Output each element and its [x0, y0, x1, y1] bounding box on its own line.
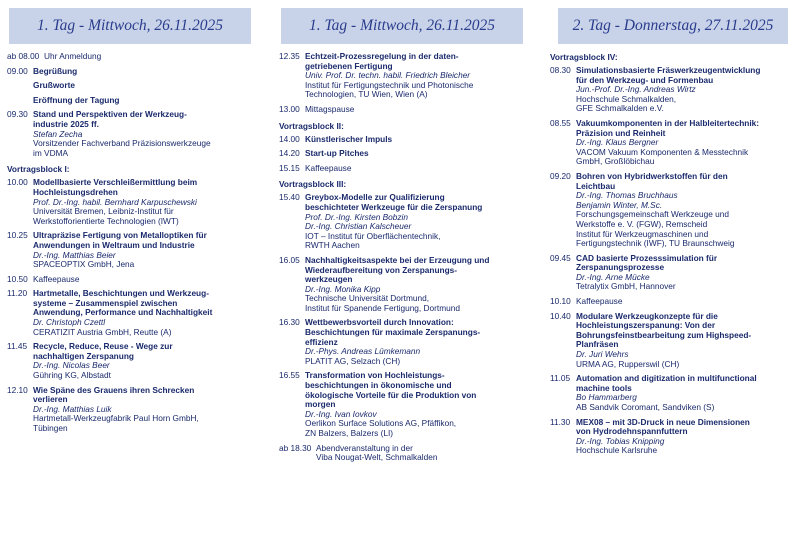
entry-text: GFE Schmalkalden e.V. — [576, 103, 664, 114]
entry-title: verlieren — [33, 394, 68, 405]
entry-time — [279, 275, 305, 285]
entry-time — [279, 338, 305, 348]
entry-title: Bohrungsfeinstbearbeitung zum Highspeed- — [576, 329, 752, 340]
entry-title: für den Werkzeug- und Formenbau — [576, 74, 714, 85]
entry-time — [550, 360, 576, 370]
program-entry — [7, 96, 253, 106]
entry-text: Kaffeepause — [305, 162, 352, 173]
entry-title: morgen — [305, 399, 336, 410]
entry-title: Wie Späne des Grauens ihren Schrecken — [33, 384, 195, 395]
entry-text: SPACEOPTIX GmbH, Jena — [33, 259, 135, 270]
entry-time: 10.00 — [7, 177, 28, 188]
entry-time — [279, 71, 305, 81]
entry-time — [279, 90, 305, 100]
program-entry — [279, 149, 525, 159]
entry-title: ökologische Vorteile für die Produktion von — [305, 389, 477, 400]
entry-speaker: Bo Hammarberg — [576, 392, 637, 403]
entry-speaker: Dr.-Ing. Christian Kalscheuer — [305, 221, 412, 232]
entry-time: 09.45 — [550, 252, 571, 263]
entry-time — [279, 391, 305, 401]
program-entry — [550, 172, 796, 249]
program-entry — [279, 318, 525, 366]
entry-text: Oerlikon Surface Solutions AG, Pfäffikon, — [305, 418, 457, 429]
entry-time: 10.10 — [550, 296, 571, 307]
entry-time — [279, 453, 316, 463]
entry-time — [7, 299, 33, 309]
entry-text: Hochschule Schmalkalden, — [576, 93, 677, 104]
program-entry — [279, 164, 525, 174]
entry-title: Nachhaltigkeitsaspekte bei der Erzeugung und — [305, 254, 490, 265]
day-header: 1. Tag - Mittwoch, 26.11.2025 — [281, 8, 523, 44]
entry-text: Technologien, TU Wien, Wien (A) — [305, 89, 428, 100]
program-entry — [7, 342, 253, 380]
entry-time: 09.00 — [7, 65, 28, 76]
entry-time: 11.20 — [7, 288, 28, 299]
entry-title: Modellbasierte Verschleißermittlung beim — [33, 177, 198, 188]
entry-time: 12.10 — [7, 384, 28, 395]
program-column-3 — [550, 8, 796, 532]
entry-time — [279, 410, 305, 420]
entry-time — [7, 241, 33, 251]
entry-time — [7, 395, 33, 405]
program-entry — [279, 52, 525, 100]
entry-time — [550, 138, 576, 148]
entry-title: von Hydrodehnspannfuttern — [576, 426, 688, 437]
entry-time — [550, 273, 576, 283]
entry-speaker: Prof. Dr.-Ing. habil. Bernhard Karpuschewski — [33, 196, 197, 207]
entry-title: Begrüßung — [33, 65, 78, 76]
entry-time: 14.00 — [279, 133, 300, 144]
entry-time: 11.30 — [550, 416, 571, 427]
entry-time: 16.05 — [279, 254, 300, 265]
entry-text: Vorsitzender Fachverband Präzisionswerkzeuge — [33, 138, 211, 149]
day-header: 2. Tag - Donnerstag, 27.11.2025 — [558, 8, 788, 44]
entry-time — [279, 400, 305, 410]
entry-time — [550, 220, 576, 230]
entry-time — [550, 157, 576, 167]
entry-time — [279, 294, 305, 304]
entry-title: Automation and digitization in multifunctional — [576, 373, 757, 384]
program-entry — [7, 275, 253, 285]
program-entry — [550, 119, 796, 167]
entry-speaker: Dr. Christoph Czettl — [33, 317, 106, 328]
entry-title: Eröffnung der Tagung — [33, 94, 120, 105]
entry-title: Greybox-Modelle zur Qualifizierung — [305, 192, 445, 203]
entry-speaker: Prof. Dr.-Ing. Kirsten Bobzin — [305, 211, 408, 222]
entry-title: Künstlerischer Impuls — [305, 133, 393, 144]
entry-time: 15.40 — [279, 192, 300, 203]
entry-time — [550, 104, 576, 114]
entry-title: MEX08 – mit 3D-Druck in neue Dimensionen — [576, 416, 750, 427]
program-entry — [7, 231, 253, 269]
section-heading: Vortragsblock II: — [279, 120, 344, 131]
entry-title: Anwendungen in Weltraum und Industrie — [33, 239, 195, 250]
program-entry — [550, 374, 796, 412]
entry-title: Start-up Pitches — [305, 148, 369, 159]
entry-title: effizienz — [305, 336, 338, 347]
entry-text: Hartmetall-Werkzeugfabrik Paul Horn GmbH, — [33, 413, 199, 424]
entry-time: 09.20 — [550, 170, 571, 181]
entry-time — [279, 62, 305, 72]
program-entry — [7, 110, 253, 158]
entry-time — [7, 352, 33, 362]
entry-title: Recycle, Reduce, Reuse - Wege zur — [33, 341, 173, 352]
entry-time — [550, 182, 576, 192]
entry-speaker: Jun.-Prof. Dr.-Ing. Andreas Wirtz — [576, 84, 696, 95]
program-entry — [7, 81, 253, 91]
entry-speaker: Dr. Juri Wehrs — [576, 349, 629, 360]
entry-time — [550, 148, 576, 158]
entry-title: Wiederaufbereitung von Zerspanungs- — [305, 264, 458, 275]
entry-text: Gühring KG, Albstadt — [33, 370, 111, 381]
entry-time: 09.30 — [7, 109, 28, 120]
entry-time: ab 18.30 — [279, 442, 312, 453]
entry-title: systeme – Zusammenspiel zwischen — [33, 297, 178, 308]
entry-title: Modulare Werkzeugkonzepte für die — [576, 310, 718, 321]
entry-title: werkzeugen — [305, 274, 353, 285]
entry-time: 08.30 — [550, 65, 571, 75]
entry-title: industrie 2025 ff. — [33, 118, 99, 129]
program-column-2 — [279, 8, 525, 532]
entry-time — [7, 149, 33, 159]
entry-text: im VDMA — [33, 147, 69, 158]
entry-time — [550, 263, 576, 273]
entry-time — [7, 260, 33, 270]
entry-time: 12.35 — [279, 51, 300, 61]
entry-text: Viba Nougat-Welt, Schmalkalden — [316, 452, 438, 463]
entry-time — [7, 318, 33, 328]
entry-time: 10.25 — [7, 230, 28, 241]
entry-time — [550, 437, 576, 447]
entry-time — [550, 230, 576, 240]
section-heading: Vortragsblock III: — [279, 179, 347, 190]
entry-time — [7, 188, 33, 198]
entry-time — [279, 213, 305, 223]
entry-title: Beschichtungen für maximale Zerspanungs- — [305, 327, 481, 338]
entry-text: Technische Universität Dortmund, — [305, 293, 430, 304]
entry-text: Tetralytix GmbH, Hannover — [576, 281, 676, 292]
entry-time: 08.55 — [550, 117, 571, 128]
entry-text: URMA AG, Rupperswil (CH) — [576, 358, 680, 369]
entry-time — [550, 95, 576, 105]
entry-title: getriebenen Fertigung — [305, 60, 393, 71]
entry-time — [7, 139, 33, 149]
entry-time — [7, 96, 33, 106]
program-entry — [7, 67, 253, 77]
entry-text: RWTH Aachen — [305, 240, 360, 251]
day-header: 1. Tag - Mittwoch, 26.11.2025 — [9, 8, 251, 44]
entry-time — [7, 308, 33, 318]
entry-speaker: Dr.-Ing. Matthias Beier — [33, 249, 116, 260]
entry-title: Anwendung, Performance und Nachhaltigkeit — [33, 307, 213, 318]
entry-time: 15.15 — [279, 162, 300, 173]
entry-speaker: Dr.-Ing. Klaus Bergner — [576, 137, 659, 148]
entry-time — [550, 282, 576, 292]
entry-text: Kaffeepause — [576, 296, 623, 307]
entry-title: Präzision und Reinheit — [576, 127, 666, 138]
entry-time: 11.05 — [550, 373, 571, 384]
entry-time — [279, 304, 305, 314]
entry-text: Uhr Anmeldung — [44, 51, 102, 61]
entry-time — [550, 446, 576, 456]
entry-title: Hartmetalle, Beschichtungen und Werkzeug- — [33, 288, 209, 299]
entry-title: Hochleistungszerspanung: Von der — [576, 320, 716, 331]
entry-text: Institut für Fertigungstechnik und Photonische — [305, 79, 474, 90]
entry-text: Werkstofforientierte Technologien (IWT) — [33, 215, 179, 226]
entry-time — [550, 191, 576, 201]
entry-text: Tübingen — [33, 423, 68, 433]
entry-speaker: Benjamin Winter, M.Sc. — [576, 199, 663, 210]
entry-time — [279, 241, 305, 251]
entry-speaker: Univ. Prof. Dr. techn. habil. Friedrich Bleicher — [305, 70, 471, 81]
entry-time — [7, 207, 33, 217]
entry-time — [279, 328, 305, 338]
section-heading: Vortragsblock I: — [7, 164, 70, 175]
entry-title: beschichteter Werkzeuge für die Zerspanung — [305, 201, 483, 212]
entry-time — [550, 129, 576, 139]
entry-title: machine tools — [576, 382, 632, 393]
entry-text: AB Sandvik Coromant, Sandviken (S) — [576, 402, 715, 412]
entry-text: GmbH, Großlöbichau — [576, 156, 655, 167]
entry-text: Kaffeepause — [33, 273, 80, 284]
entry-time — [279, 357, 305, 367]
entry-title: Leichtbau — [576, 180, 616, 191]
entry-title: Wettbewerbsvorteil durch Innovation: — [305, 317, 454, 328]
entry-time — [550, 321, 576, 331]
entry-title: Planfräsen — [576, 339, 619, 350]
entry-text: Institut für Spanende Fertigung, Dortmund — [305, 302, 460, 313]
entry-text: Hochschule Karlsruhe — [576, 445, 658, 456]
program-entry — [550, 66, 796, 114]
entry-time — [550, 340, 576, 350]
program-entry — [279, 371, 525, 438]
entry-text: Mittagspause — [305, 103, 355, 114]
entry-title: Bohren von Hybridwerkstoffen für den — [576, 170, 728, 181]
entry-time — [279, 347, 305, 357]
entry-time — [279, 429, 305, 439]
entry-speaker: Stefan Zecha — [33, 128, 83, 139]
entry-speaker: Dr.-Ing. Arne Mücke — [576, 271, 650, 282]
entry-title: beschichtungen in ökonomische und — [305, 380, 452, 391]
entry-time — [7, 328, 33, 338]
entry-speaker: Dr.-Ing. Nicolas Beer — [33, 360, 110, 371]
entry-title: CAD basierte Prozesssimulation für — [576, 252, 718, 263]
entry-text: Fertigungstechnik (IWF), TU Braunschweig — [576, 238, 735, 249]
entry-title: Stand und Perspektiven der Werkzeug- — [33, 109, 187, 120]
program-entry — [279, 444, 525, 463]
entry-title: Transformation von Hochleistungs- — [305, 370, 445, 381]
entry-speaker: Dr.-Ing. Matthias Luik — [33, 403, 112, 414]
entry-time — [279, 203, 305, 213]
entry-time — [279, 419, 305, 429]
section-heading: Vortragsblock IV: — [550, 52, 618, 62]
entry-time: 14.20 — [279, 148, 300, 159]
entry-title: nachhaltigen Zerspanung — [33, 350, 134, 361]
entry-time — [550, 76, 576, 86]
program-entry — [279, 256, 525, 314]
entry-title: Simulationsbasierte Fräswerkzeugentwicklung — [576, 65, 761, 75]
entry-list — [7, 52, 253, 434]
entry-time: ab 08.00 — [7, 51, 40, 61]
entry-time — [550, 201, 576, 211]
entry-text: PLATIT AG, Selzach (CH) — [305, 355, 401, 366]
entry-time: 16.30 — [279, 317, 300, 328]
entry-time: 11.45 — [7, 341, 28, 352]
entry-time — [7, 424, 33, 434]
entry-time — [279, 285, 305, 295]
entry-time — [279, 266, 305, 276]
entry-speaker: Dr.-Ing. Thomas Bruchhaus — [576, 190, 678, 201]
entry-text: Werkstoffe e. V. (FGW), Remscheid — [576, 218, 708, 229]
entry-title: Vakuumkomponenten in der Halbleitertechnik: — [576, 117, 760, 128]
entry-time — [7, 371, 33, 381]
program-entry — [7, 386, 253, 434]
entry-text: VACOM Vakuum Komponenten & Messtechnik — [576, 146, 749, 157]
entry-text: ZN Balzers, Balzers (LI) — [305, 428, 394, 438]
entry-text: Abendveranstaltung in der — [316, 442, 413, 453]
entry-time — [550, 85, 576, 95]
entry-time — [550, 210, 576, 220]
entry-time — [279, 81, 305, 91]
entry-time: 16.55 — [279, 370, 300, 381]
entry-time — [279, 381, 305, 391]
program-entry — [7, 178, 253, 226]
entry-time — [550, 427, 576, 437]
entry-title: Ultrapräzise Fertigung von Metalloptiken für — [33, 230, 207, 241]
entry-time — [7, 120, 33, 130]
entry-time — [550, 393, 576, 403]
entry-speaker: Dr.-Ing. Ivan Iovkov — [305, 408, 377, 419]
entry-text: CERATIZIT Austria GmbH, Reutte (A) — [33, 326, 172, 337]
entry-time — [7, 414, 33, 424]
entry-title: Zerspanungsprozesse — [576, 262, 665, 273]
entry-title: Grußworte — [33, 80, 75, 91]
program-entry — [550, 418, 796, 456]
entry-time — [7, 361, 33, 371]
entry-time: 13.00 — [279, 103, 300, 114]
entry-speaker: Dr.-Ing. Tobias Knipping — [576, 435, 665, 446]
entry-time — [550, 350, 576, 360]
entry-list — [279, 52, 525, 463]
entry-title: Hochleistungsdrehen — [33, 186, 118, 197]
program-entry — [279, 105, 525, 115]
entry-text: IOT – Institut für Oberflächentechnik, — [305, 230, 441, 241]
entry-time — [7, 81, 33, 91]
entry-time — [7, 405, 33, 415]
entry-time — [7, 217, 33, 227]
entry-text: Institut für Werkzeugmaschinen und — [576, 228, 709, 239]
program-entry — [7, 52, 253, 62]
entry-time — [550, 403, 576, 413]
program-entry — [279, 193, 525, 251]
entry-speaker: Dr.-Phys. Andreas Lümkemann — [305, 346, 421, 357]
entry-list — [550, 52, 796, 456]
entry-time: 10.40 — [550, 310, 571, 321]
entry-time — [550, 239, 576, 249]
entry-time — [7, 251, 33, 261]
entry-speaker: Dr.-Ing. Monika Kipp — [305, 283, 381, 294]
entry-time — [279, 232, 305, 242]
program-entry — [550, 297, 796, 307]
program-entry — [279, 135, 525, 145]
entry-time — [550, 331, 576, 341]
entry-title: Echtzeit-Prozessregelung in der daten- — [305, 51, 459, 61]
entry-time — [7, 198, 33, 208]
program-entry — [550, 254, 796, 292]
entry-time: 10.50 — [7, 273, 28, 284]
entry-text: Forschungsgemeinschaft Werkzeuge und — [576, 209, 729, 220]
program-entry — [7, 289, 253, 337]
program-entry — [550, 312, 796, 370]
entry-text: Universität Bremen, Leibniz-Institut für — [33, 206, 174, 217]
program-column-1 — [7, 8, 253, 532]
entry-time — [7, 130, 33, 140]
entry-time — [279, 222, 305, 232]
entry-time — [550, 384, 576, 394]
